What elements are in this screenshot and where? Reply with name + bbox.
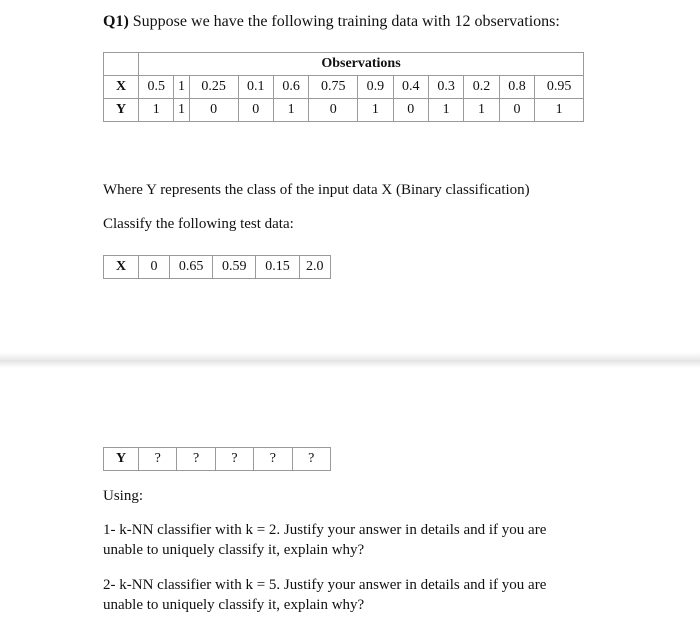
training-y-cell: 0 — [189, 99, 238, 122]
training-y-cell: 0 — [309, 99, 358, 122]
training-x-cell: 0.3 — [428, 76, 463, 99]
training-x-label: X — [104, 76, 139, 99]
training-x-cell: 0.5 — [139, 76, 174, 99]
training-corner-cell — [104, 53, 139, 76]
answer-y-cell: ? — [254, 448, 292, 471]
training-x-cell: 0.25 — [189, 76, 238, 99]
test-x-cell: 0.15 — [256, 256, 299, 279]
training-y-cell: 1 — [358, 99, 393, 122]
training-data-table — [103, 52, 584, 122]
training-y-cell: 0 — [238, 99, 273, 122]
answer-table — [103, 447, 331, 471]
answer-y-cell: ? — [139, 448, 177, 471]
training-x-cell: 1 — [174, 76, 189, 99]
question-heading — [103, 13, 560, 31]
test-x-row — [104, 256, 331, 279]
test-x-label: X — [104, 256, 139, 279]
training-y-label: Y — [104, 99, 139, 122]
training-x-cell: 0.9 — [358, 76, 393, 99]
question-text: Suppose we have the following training data with 12 observations: — [132, 13, 560, 30]
training-caption-row — [104, 53, 584, 76]
answer-y-label: Y — [104, 448, 139, 471]
answer-y-cell: ? — [177, 448, 215, 471]
training-x-cell: 0.6 — [273, 76, 308, 99]
training-y-cell: 0 — [499, 99, 534, 122]
training-x-cell: 0.8 — [499, 76, 534, 99]
training-y-cell: 1 — [273, 99, 308, 122]
test-data-table — [103, 255, 331, 279]
task-1-line-2: unable to uniquely classify it, explain why? — [103, 542, 365, 558]
training-y-cell: 1 — [428, 99, 463, 122]
test-x-cell: 0.65 — [170, 256, 213, 279]
training-y-cell: 1 — [464, 99, 499, 122]
answer-y-cell: ? — [215, 448, 253, 471]
answer-y-cell: ? — [292, 448, 330, 471]
training-y-cell: 1 — [535, 99, 584, 122]
task-2-line-2: unable to uniquely classify it, explain why? — [103, 597, 365, 613]
test-x-cell: 0 — [139, 256, 170, 279]
answer-y-row — [104, 448, 331, 471]
instruction-text: Classify the following test data: — [103, 216, 294, 232]
training-x-cell: 0.75 — [309, 76, 358, 99]
training-x-row — [104, 76, 584, 99]
training-x-cell: 0.1 — [238, 76, 273, 99]
question-number: Q1) — [103, 13, 129, 30]
page-separator — [0, 352, 700, 368]
using-label: Using: — [103, 488, 144, 504]
training-x-cell: 0.95 — [535, 76, 584, 99]
test-x-cell: 0.59 — [213, 256, 256, 279]
task-1-line-1: 1- k-NN classifier with k = 2. Justify your answer in details and if you are — [103, 522, 547, 538]
training-y-cell: 0 — [393, 99, 428, 122]
test-x-cell: 2.0 — [299, 256, 330, 279]
description-text: Where Y represents the class of the input data X (Binary classification) — [103, 182, 530, 198]
observations-caption: Observations — [139, 53, 584, 76]
task-2-line-1: 2- k-NN classifier with k = 5. Justify your answer in details and if you are — [103, 577, 547, 593]
training-y-row — [104, 99, 584, 122]
training-y-cell: 1 — [174, 99, 189, 122]
training-y-cell: 1 — [139, 99, 174, 122]
training-x-cell: 0.4 — [393, 76, 428, 99]
training-x-cell: 0.2 — [464, 76, 499, 99]
